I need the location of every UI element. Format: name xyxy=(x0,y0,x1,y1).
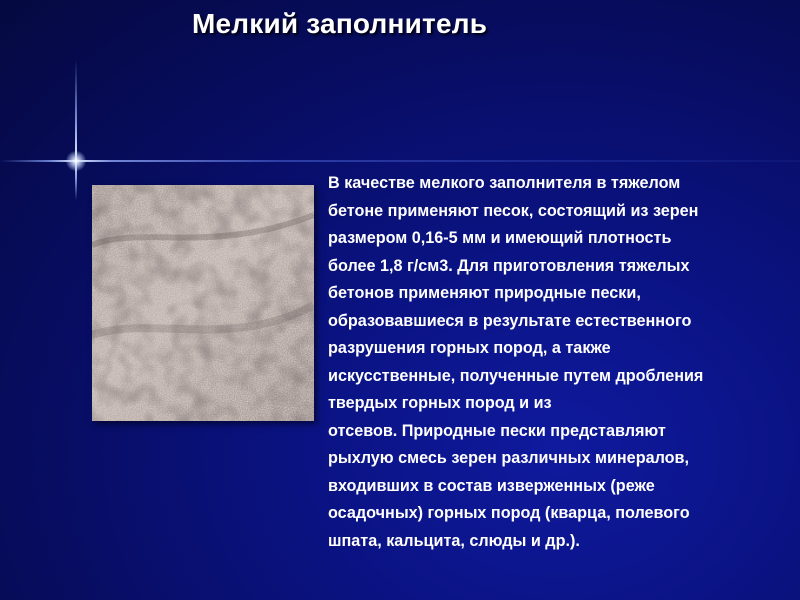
body-text-line: разрушения горных пород, а также xyxy=(328,339,611,357)
body-text-line: осадочных) горных пород (кварца, полевого xyxy=(328,504,690,522)
sparkle-horizontal-streak xyxy=(0,160,800,162)
slide-title: Мелкий заполнитель xyxy=(192,8,488,39)
body-text-line: бетоне применяют песок, состоящий из зерен xyxy=(328,201,699,220)
body-text-line: образовавшиеся в результате естественного xyxy=(328,311,692,330)
sparkle-vertical-streak xyxy=(75,60,77,200)
sparkle-star-icon xyxy=(66,151,86,171)
body-text-line: твердых горных пород и из xyxy=(328,394,552,412)
sand-texture-image xyxy=(92,185,314,421)
body-text-line: шпата, кальцита, слюды и др.). xyxy=(328,531,580,550)
body-text-line: рыхлую смесь зерен различных минералов, xyxy=(328,449,689,467)
body-text-line: более 1,8 г/см3. Для приготовления тяжелых xyxy=(328,256,690,275)
body-text-line: отсевов. Природные пески представляют xyxy=(328,421,666,440)
body-text-line: размером 0,16-5 мм и имеющий плотность xyxy=(328,229,672,247)
body-text-line: входивших в состав изверженных (реже xyxy=(328,476,655,495)
body-text-line: В качестве мелкого заполнителя в тяжелом xyxy=(328,174,681,192)
body-text-line: бетонов применяют природные пески, xyxy=(328,284,641,302)
body-paragraph xyxy=(328,170,792,555)
body-text-line: искусственные, полученные путем дробления xyxy=(328,366,704,385)
sand-photo xyxy=(92,185,314,421)
